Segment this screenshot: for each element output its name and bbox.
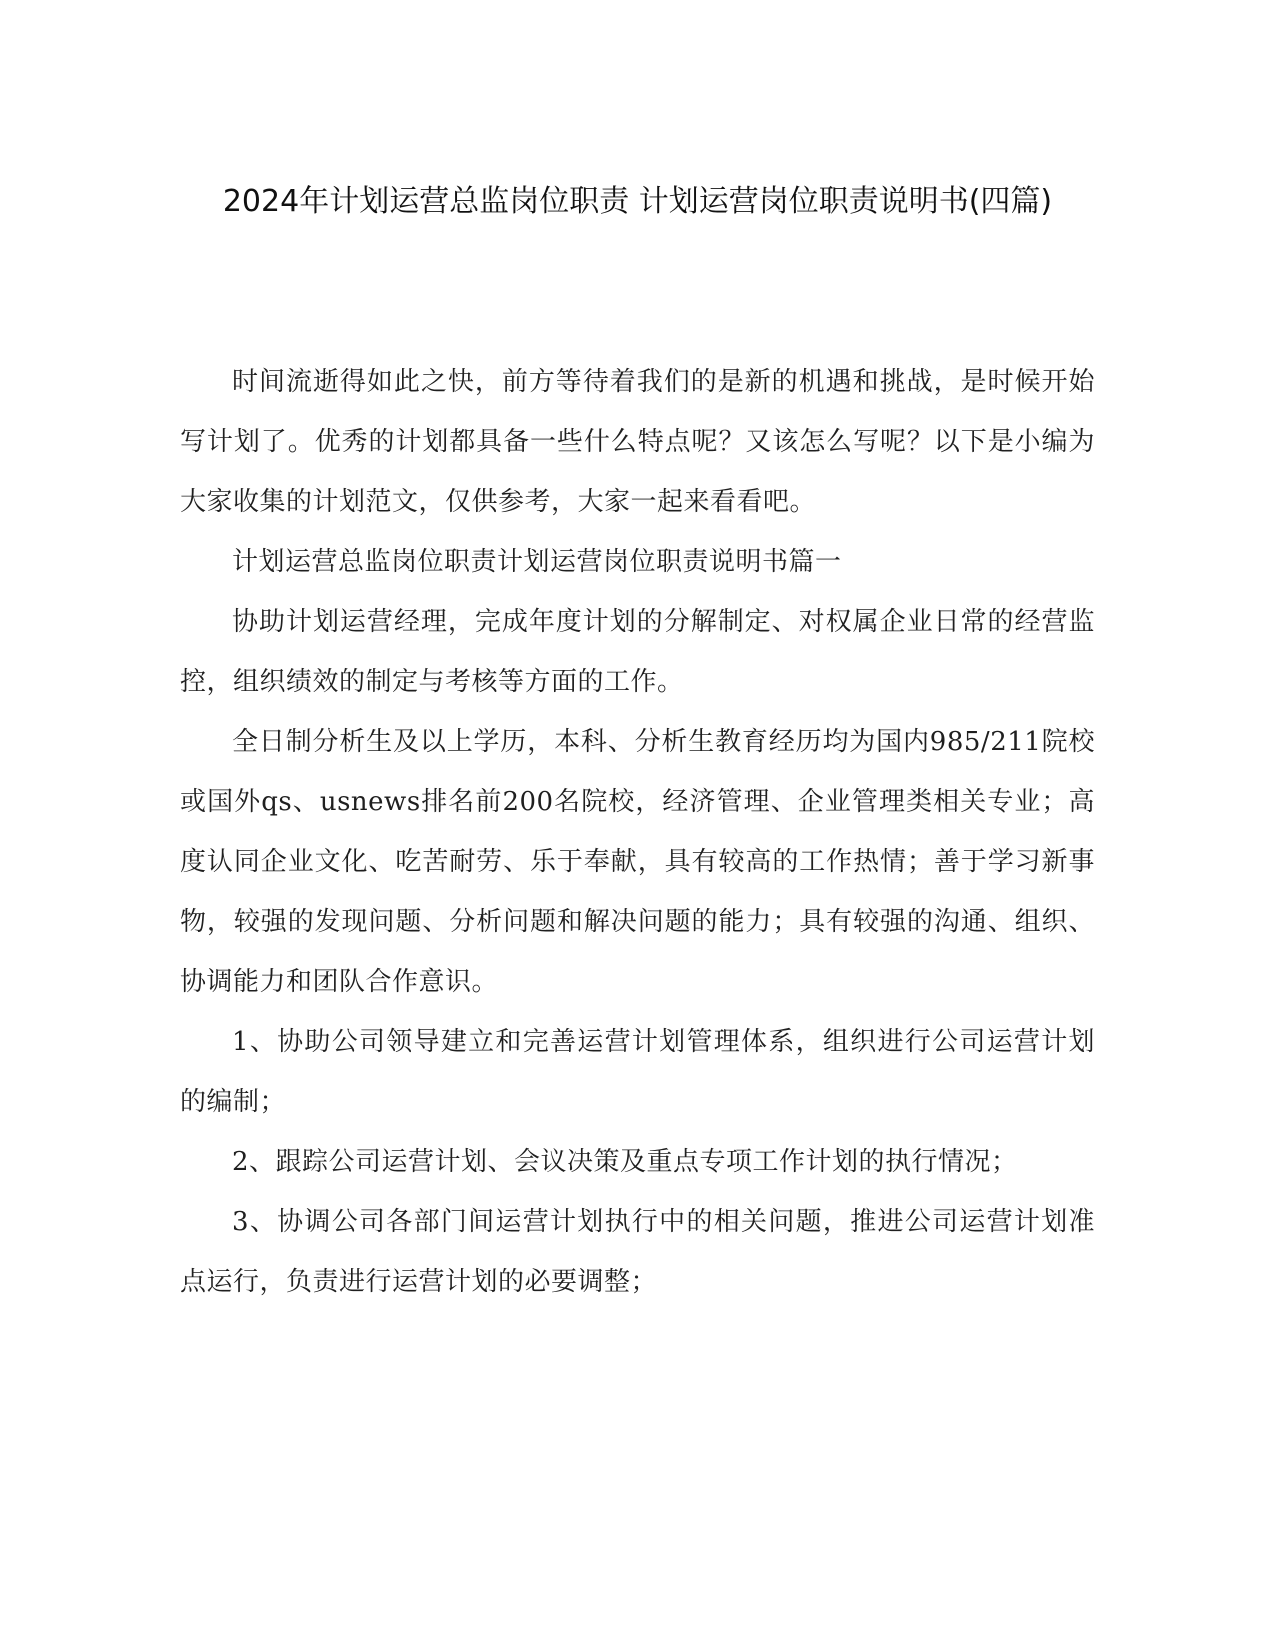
duty-item-3: 3、协调公司各部门间运营计划执行中的相关问题，推进公司运营计划准点运行，负责进行运营计划的必要调整； [180, 1207, 1095, 1297]
duty-item-1: 1、协助公司领导建立和完善运营计划管理体系，组织进行公司运营计划的编制； [180, 1027, 1095, 1117]
document-body [180, 352, 1095, 1312]
duty-summary-paragraph: 协助计划运营经理，完成年度计划的分解制定、对权属企业日常的经营监控，组织绩效的制定与考核等方面的工作。 [180, 607, 1095, 697]
intro-paragraph: 时间流逝得如此之快，前方等待着我们的是新的机遇和挑战，是时候开始写计划了。优秀的计划都具备一些什么特点呢？又该怎么写呢？以下是小编为大家收集的计划范文，仅供参考，大家一起来看看吧。 [180, 367, 1095, 517]
section-heading: 计划运营总监岗位职责计划运营岗位职责说明书篇一 [232, 547, 842, 577]
duty-item-2: 2、跟踪公司运营计划、会议决策及重点专项工作计划的执行情况； [232, 1147, 1018, 1177]
requirements-paragraph: 全日制分析生及以上学历，本科、分析生教育经历均为国内985/211院校或国外qs、usnews排名前200名院校，经济管理、企业管理类相关专业；高度认同企业文化、吃苦耐劳、乐于奉献，具有较高的工作热情；善于学习新事物，较强的发现问题、分析问题和解决问题的能力；具有较强的沟通、组织、协调能力和团队合作意识。 [180, 727, 1095, 997]
document-title: 2024年计划运营总监岗位职责 计划运营岗位职责说明书(四篇) [222, 184, 1053, 219]
